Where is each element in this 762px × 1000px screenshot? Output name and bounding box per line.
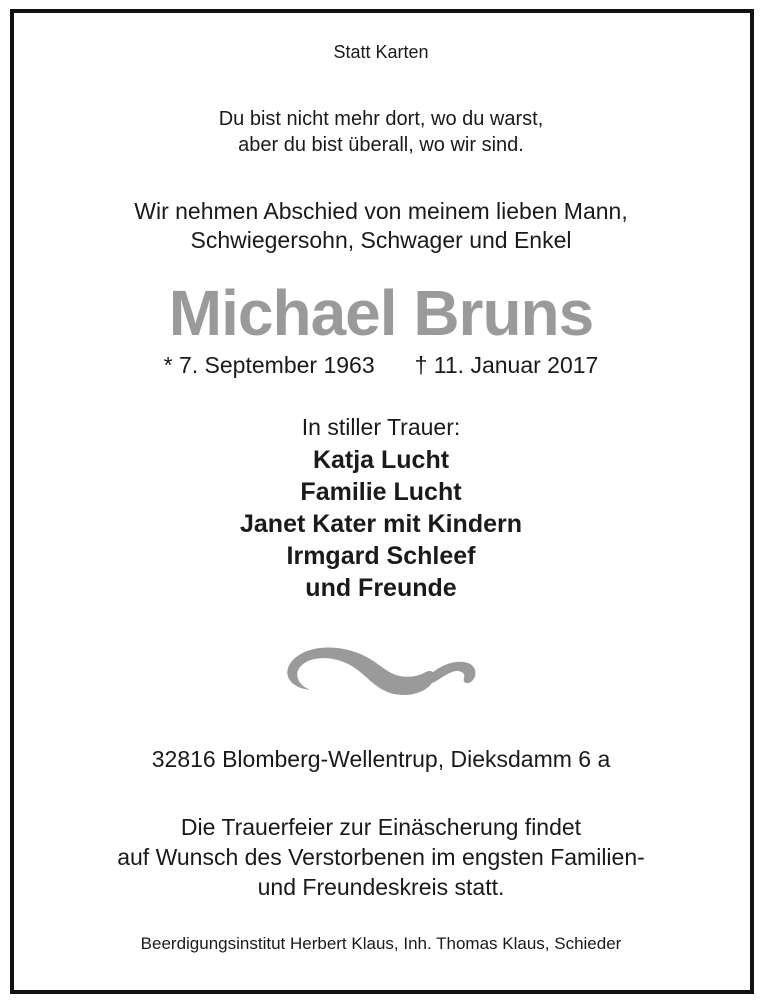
mourner-name: und Freunde — [305, 574, 457, 602]
flourish-ornament-icon — [280, 635, 480, 705]
life-dates — [0, 352, 762, 379]
birth-date: * 7. September 1963 — [163, 352, 375, 378]
ceremony-line-1: Die Trauerfeier zur Einäscherung findet — [180, 814, 582, 840]
ceremony-line-2: auf Wunsch des Verstorbenen im engsten Familien- — [117, 844, 645, 870]
quote-line-2: aber du bist überall, wo wir sind. — [238, 134, 524, 156]
mourner-name: Familie Lucht — [300, 478, 462, 506]
funeral-home-footer: Beerdigungsinstitut Herbert Klaus, Inh. Thomas Klaus, Schieder — [140, 934, 622, 953]
death-date: † 11. Januar 2017 — [414, 352, 599, 378]
address-line: 32816 Blomberg-Wellentrup, Dieksdamm 6 a — [151, 746, 611, 772]
mourner-name: Irmgard Schleef — [286, 542, 476, 570]
intro-line-2: Schwiegersohn, Schwager und Enkel — [190, 227, 572, 253]
mourners-heading: In stiller Trauer: — [301, 414, 461, 440]
statt-karten-label: Statt Karten — [333, 42, 429, 62]
deceased-name: Michael Bruns — [168, 277, 594, 349]
intro-line-1: Wir nehmen Abschied von meinem lieben Mann, — [134, 198, 628, 224]
ceremony-line-3: und Freundeskreis statt. — [257, 874, 505, 900]
mourner-name: Janet Kater mit Kindern — [239, 510, 522, 538]
quote-line-1: Du bist nicht mehr dort, wo du warst, — [218, 108, 544, 130]
mourner-name: Katja Lucht — [312, 446, 450, 474]
